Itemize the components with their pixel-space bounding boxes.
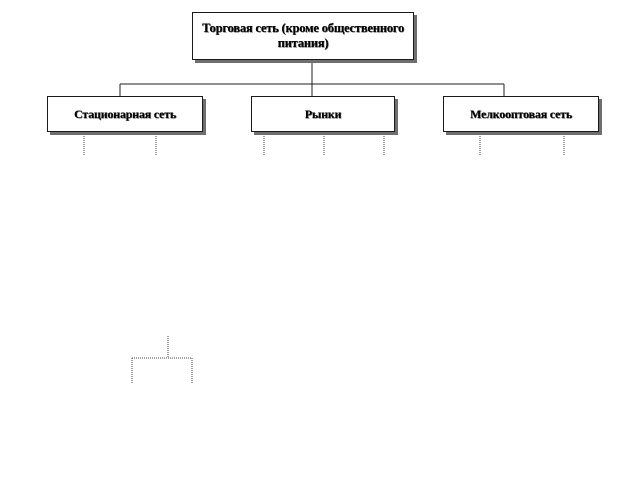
root-node-label: Торговая сеть (кроме общественного питания): [201, 21, 405, 50]
node-small-wholesale-network: [443, 96, 599, 132]
node-markets: [251, 96, 395, 132]
node-markets-label: Рынки: [304, 106, 342, 121]
node-stationary-network-label: Стационарная сеть: [73, 106, 176, 121]
node-stationary-network: [47, 96, 203, 132]
node-small-wholesale-network-label: Мелкооптовая сеть: [470, 106, 572, 121]
root-node: [192, 12, 414, 60]
